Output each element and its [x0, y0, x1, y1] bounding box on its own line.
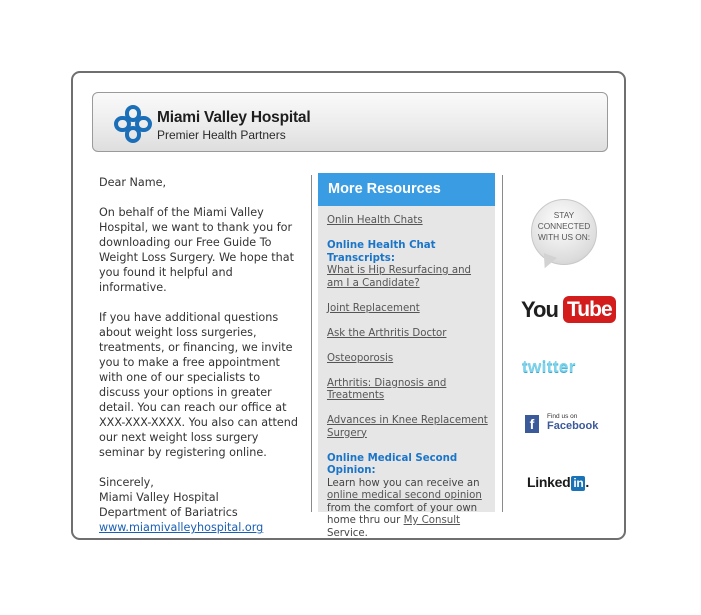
link-joint-replacement[interactable]: Joint Replacement [327, 302, 420, 314]
youtube-logo-tube: Tube [563, 296, 616, 323]
transcripts-heading: Online Health Chat Transcripts: [327, 240, 436, 264]
youtube-link[interactable] [521, 296, 616, 326]
linkedin-text: Linked [527, 474, 571, 490]
second-opinion-text-2: from the comfort of your own home thru our [327, 502, 478, 526]
bubble-line-1: STAY [553, 210, 575, 220]
linkedin-in-icon: in [573, 476, 584, 490]
stay-connected-text [531, 210, 597, 243]
link-second-opinion[interactable]: online medical second opinion [327, 490, 482, 501]
letter-body [99, 175, 299, 535]
twitter-link[interactable]: twitter [522, 357, 576, 376]
signature-org: Miami Valley Hospital [99, 491, 219, 504]
signature-closing: Sincerely, [99, 476, 154, 489]
second-opinion-text-3: Service. [327, 527, 368, 539]
linkedin-link[interactable] [527, 474, 589, 491]
facebook-icon: f [525, 415, 539, 433]
second-opinion-text-1: Learn how you can receive an [327, 477, 480, 489]
linkedin-dot: . [585, 474, 589, 490]
brand-subtitle: Premier Health Partners [157, 128, 286, 142]
resources-list [327, 215, 489, 553]
brand-name: Miami Valley Hospital [157, 109, 311, 126]
second-opinion-heading: Online Medical Second Opinion: [327, 452, 458, 476]
facebook-label: Facebook [547, 420, 599, 432]
link-arthritis-diagnosis[interactable]: Arthritis: Diagnosis and Treatments [327, 377, 447, 401]
signature-department: Department of Bariatrics [99, 506, 238, 519]
bubble-line-2: CONNECTED [537, 221, 591, 231]
second-opinion-text [327, 478, 489, 541]
letter-greeting: Dear Name, [99, 176, 167, 189]
youtube-logo-you: You [521, 296, 558, 322]
column-divider-left [311, 175, 312, 512]
link-osteoporosis[interactable]: Osteoporosis [327, 352, 394, 364]
letter-signature [99, 475, 299, 535]
link-online-health-chats[interactable]: Onlin Health Chats [327, 215, 423, 226]
website-link[interactable]: www.miamivalleyhospital.org [99, 521, 264, 534]
resources-title: More Resources [318, 173, 495, 206]
bubble-line-3: WITH US ON: [537, 232, 591, 242]
facebook-find-us: Find us on [547, 413, 578, 420]
hospital-logo-icon [114, 105, 152, 143]
letter-paragraph-2: If you have additional questions about weight loss surgeries, treatments, or financing, we invite you to make a free appointment with one of our specialists to discuss your options in greater detail. You can reach our office at XXX-XXX-XXXX. You also can attend our next weight loss surgery seminar by registering online. [99, 311, 298, 459]
column-divider-right [502, 175, 503, 512]
link-my-consult[interactable]: My Consult [403, 515, 461, 526]
link-ask-arthritis-doctor[interactable]: Ask the Arthritis Doctor [327, 327, 447, 339]
link-knee-replacement[interactable]: Advances in Knee Replacement Surgery [327, 415, 488, 439]
link-hip-resurfacing[interactable]: What is Hip Resurfacing and am I a Candidate? [327, 265, 472, 289]
letter-paragraph-1: On behalf of the Miami Valley Hospital, we want to thank you for downloading our Free Guide To Weight Loss Surgery. We hope that you found it helpful and informative. [99, 206, 294, 294]
